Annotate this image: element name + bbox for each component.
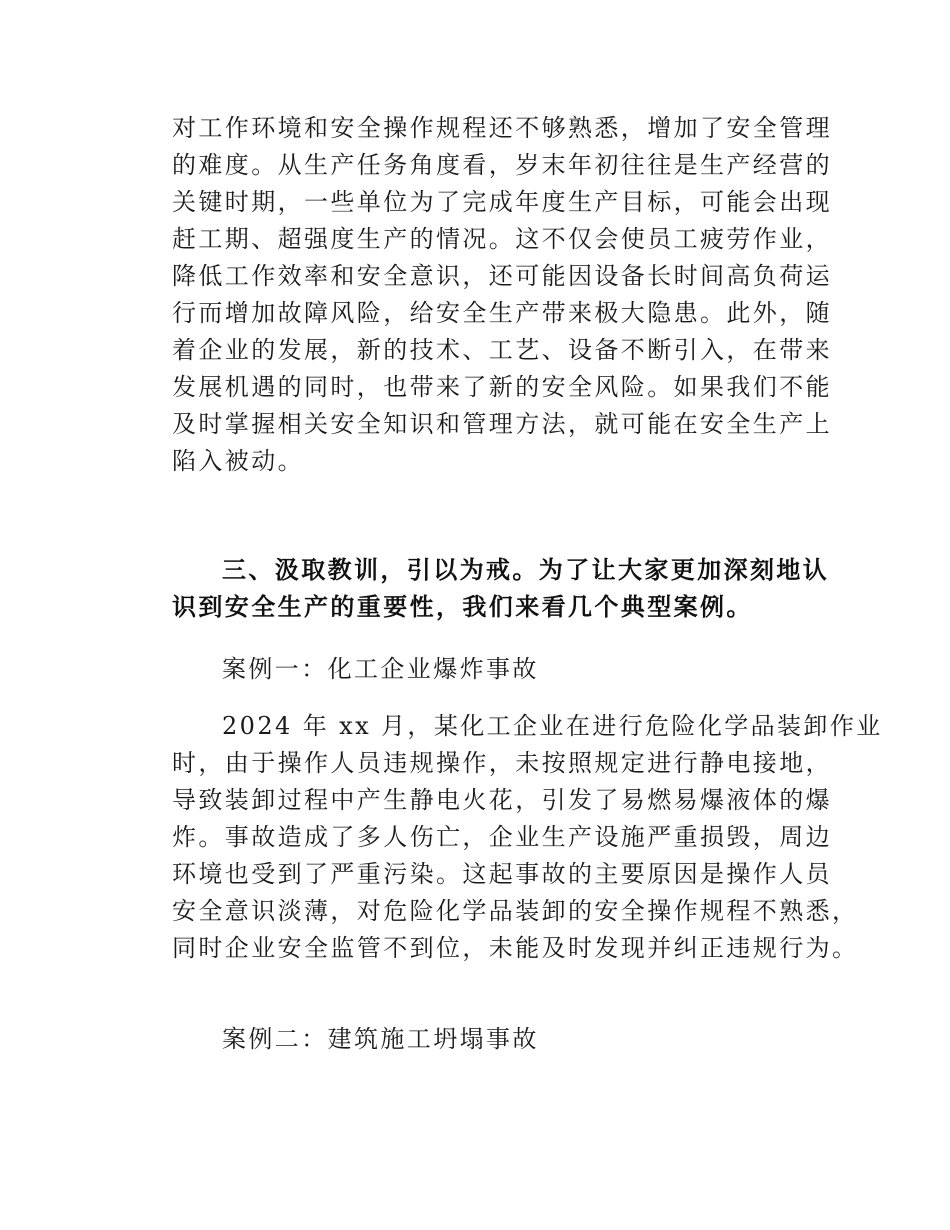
heading-line: 识到安全生产的重要性，我们来看几个典型案例。 bbox=[172, 593, 753, 621]
text-line: 关键时期，一些单位为了完成年度生产目标，可能会出现 bbox=[172, 188, 832, 216]
text-line: 陷入被动。 bbox=[172, 447, 304, 475]
case-title-text: 案例二：建筑施工坍塌事故 bbox=[222, 1025, 539, 1053]
text-line: 降低工作效率和安全意识，还可能因设备长时间高负荷运 bbox=[172, 262, 832, 290]
text-line: 2024 年 xx 月，某化工企业在进行危险化学品装卸作业 bbox=[222, 712, 883, 740]
text-line: 赶工期、超强度生产的情况。这不仅会使员工疲劳作业， bbox=[172, 225, 832, 253]
text-line: 安全意识淡薄，对危险化学品装卸的安全操作规程不熟悉， bbox=[172, 897, 859, 925]
text-line: 的难度。从生产任务角度看，岁末年初往往是生产经营的 bbox=[172, 151, 832, 179]
text-line: 对工作环境和安全操作规程还不够熟悉，增加了安全管理 bbox=[172, 114, 832, 142]
heading-line: 三、汲取教训，引以为戒。为了让大家更加深刻地认 bbox=[222, 556, 830, 584]
text-line: 环境也受到了严重污染。这起事故的主要原因是操作人员 bbox=[172, 860, 832, 888]
paragraph-case-one bbox=[172, 708, 883, 967]
case-title-text: 案例一：化工企业爆炸事故 bbox=[222, 655, 539, 683]
text-line: 着企业的发展，新的技术、工艺、设备不断引入，在带来 bbox=[172, 336, 832, 364]
text-line: 及时掌握相关安全知识和管理方法，就可能在安全生产上 bbox=[172, 410, 832, 438]
text-line: 同时企业安全监管不到位，未能及时发现并纠正违规行为。 bbox=[172, 934, 859, 962]
text-line: 炸。事故造成了多人伤亡，企业生产设施严重损毁，周边 bbox=[172, 823, 832, 851]
text-line: 发展机遇的同时，也带来了新的安全风险。如果我们不能 bbox=[172, 373, 832, 401]
text-line: 时，由于操作人员违规操作，未按照规定进行静电接地， bbox=[172, 749, 832, 777]
paragraph-work-environment bbox=[172, 110, 832, 480]
case-one-title bbox=[172, 651, 812, 688]
text-line: 导致装卸过程中产生静电火花，引发了易燃易爆液体的爆 bbox=[172, 786, 832, 814]
text-line: 行而增加故障风险，给安全生产带来极大隐患。此外，随 bbox=[172, 299, 832, 327]
section-heading-lessons bbox=[172, 552, 830, 626]
case-two-title bbox=[172, 1021, 812, 1058]
